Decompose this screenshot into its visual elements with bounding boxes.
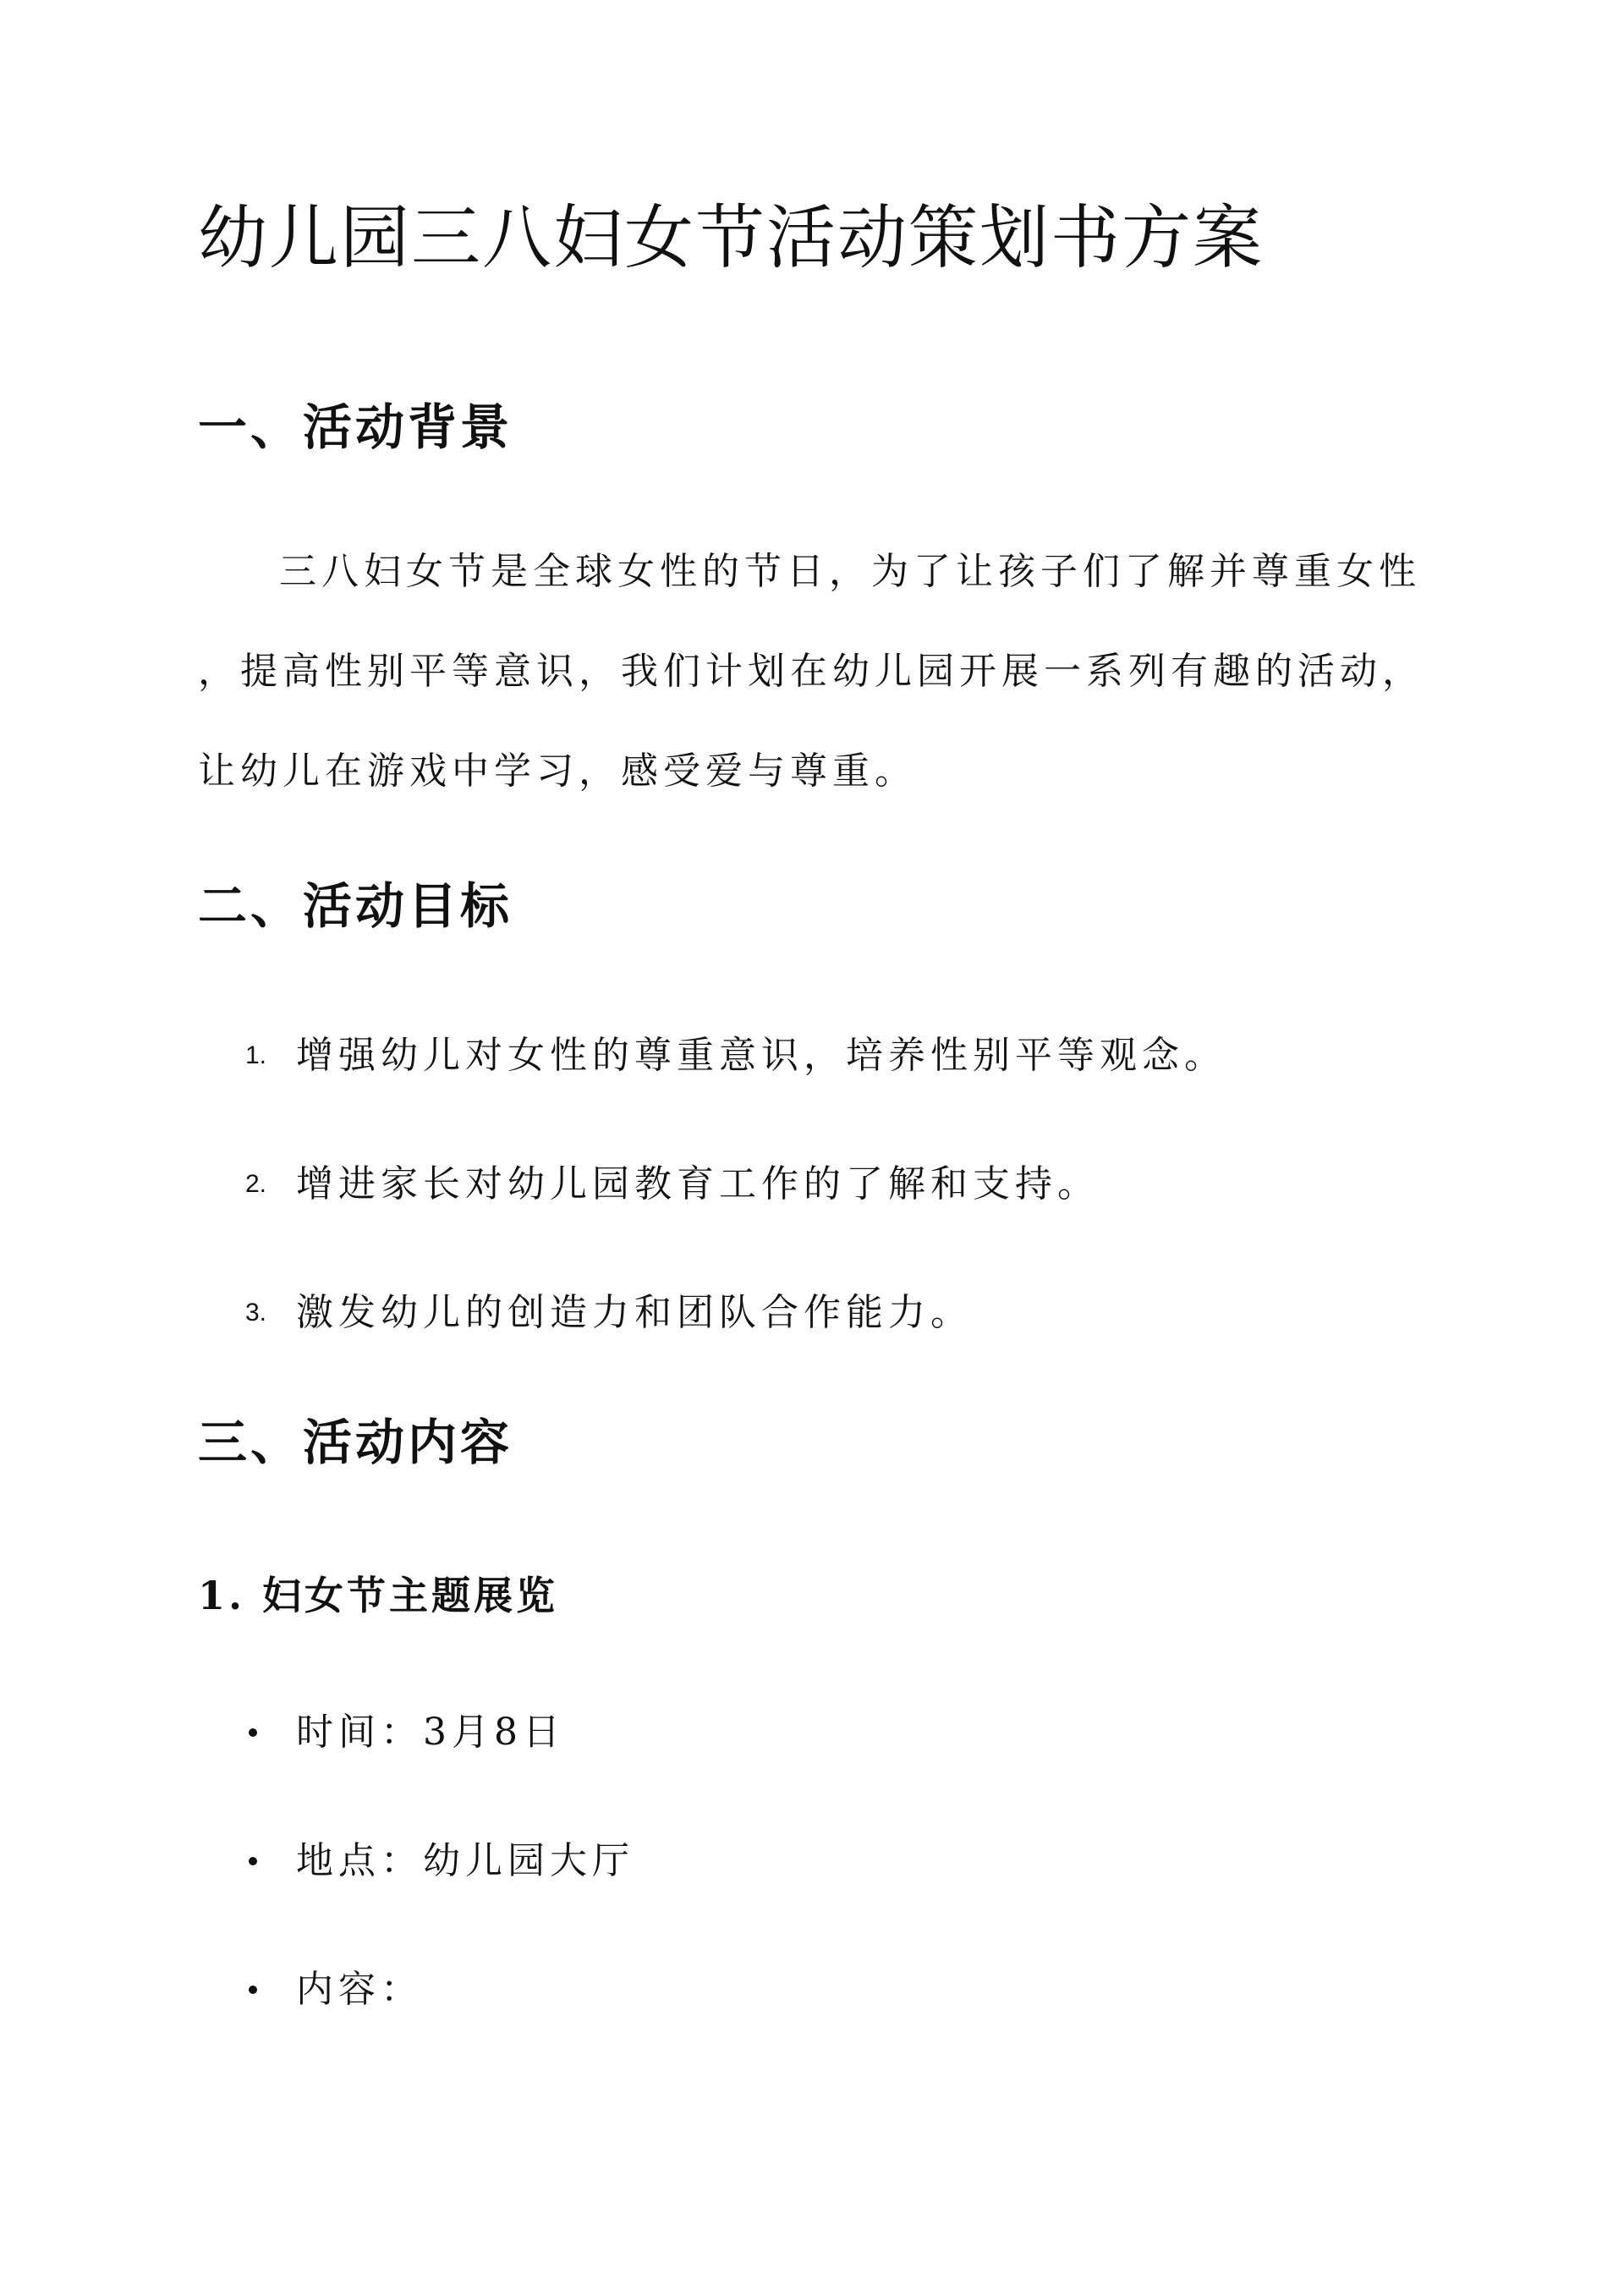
subsection-heading-exhibition: 1. 妇女节主题展览 (198, 1573, 559, 1618)
paragraph-line: 让幼儿在游戏中学习，感受爱与尊重。 (198, 750, 917, 793)
list-item-location: 地点：幼儿园大厅 (296, 1839, 634, 1882)
section-heading-background: 一、活动背景 (198, 398, 513, 456)
list-item-number: 2. (245, 1170, 267, 1198)
list-item: 增进家长对幼儿园教育工作的了解和支持。 (296, 1162, 1100, 1206)
bullet-dot-icon (249, 1728, 257, 1737)
section-heading-content: 三、活动内容 (198, 1414, 513, 1471)
list-item: 激发幼儿的创造力和团队合作能力。 (296, 1291, 973, 1334)
paragraph-line: 三八妇女节是全球女性的节日，为了让孩子们了解并尊重女性 (279, 550, 1421, 593)
list-item-time: 时间：3月8日 (296, 1711, 565, 1754)
list-item-number: 1. (245, 1041, 267, 1069)
section-heading-goals: 二、活动目标 (198, 877, 513, 935)
list-item: 增强幼儿对女性的尊重意识，培养性别平等观念。 (296, 1034, 1226, 1077)
paragraph-line: ，提高性别平等意识，我们计划在幼儿园开展一系列有趣的活动， (198, 650, 1424, 693)
list-item-content: 内容： (296, 1968, 423, 2011)
document-title: 幼儿园三八妇女节活动策划书方案 (198, 198, 1265, 278)
list-item-number: 3. (245, 1299, 267, 1327)
bullet-dot-icon (249, 1857, 257, 1865)
bullet-dot-icon (249, 1986, 257, 1994)
